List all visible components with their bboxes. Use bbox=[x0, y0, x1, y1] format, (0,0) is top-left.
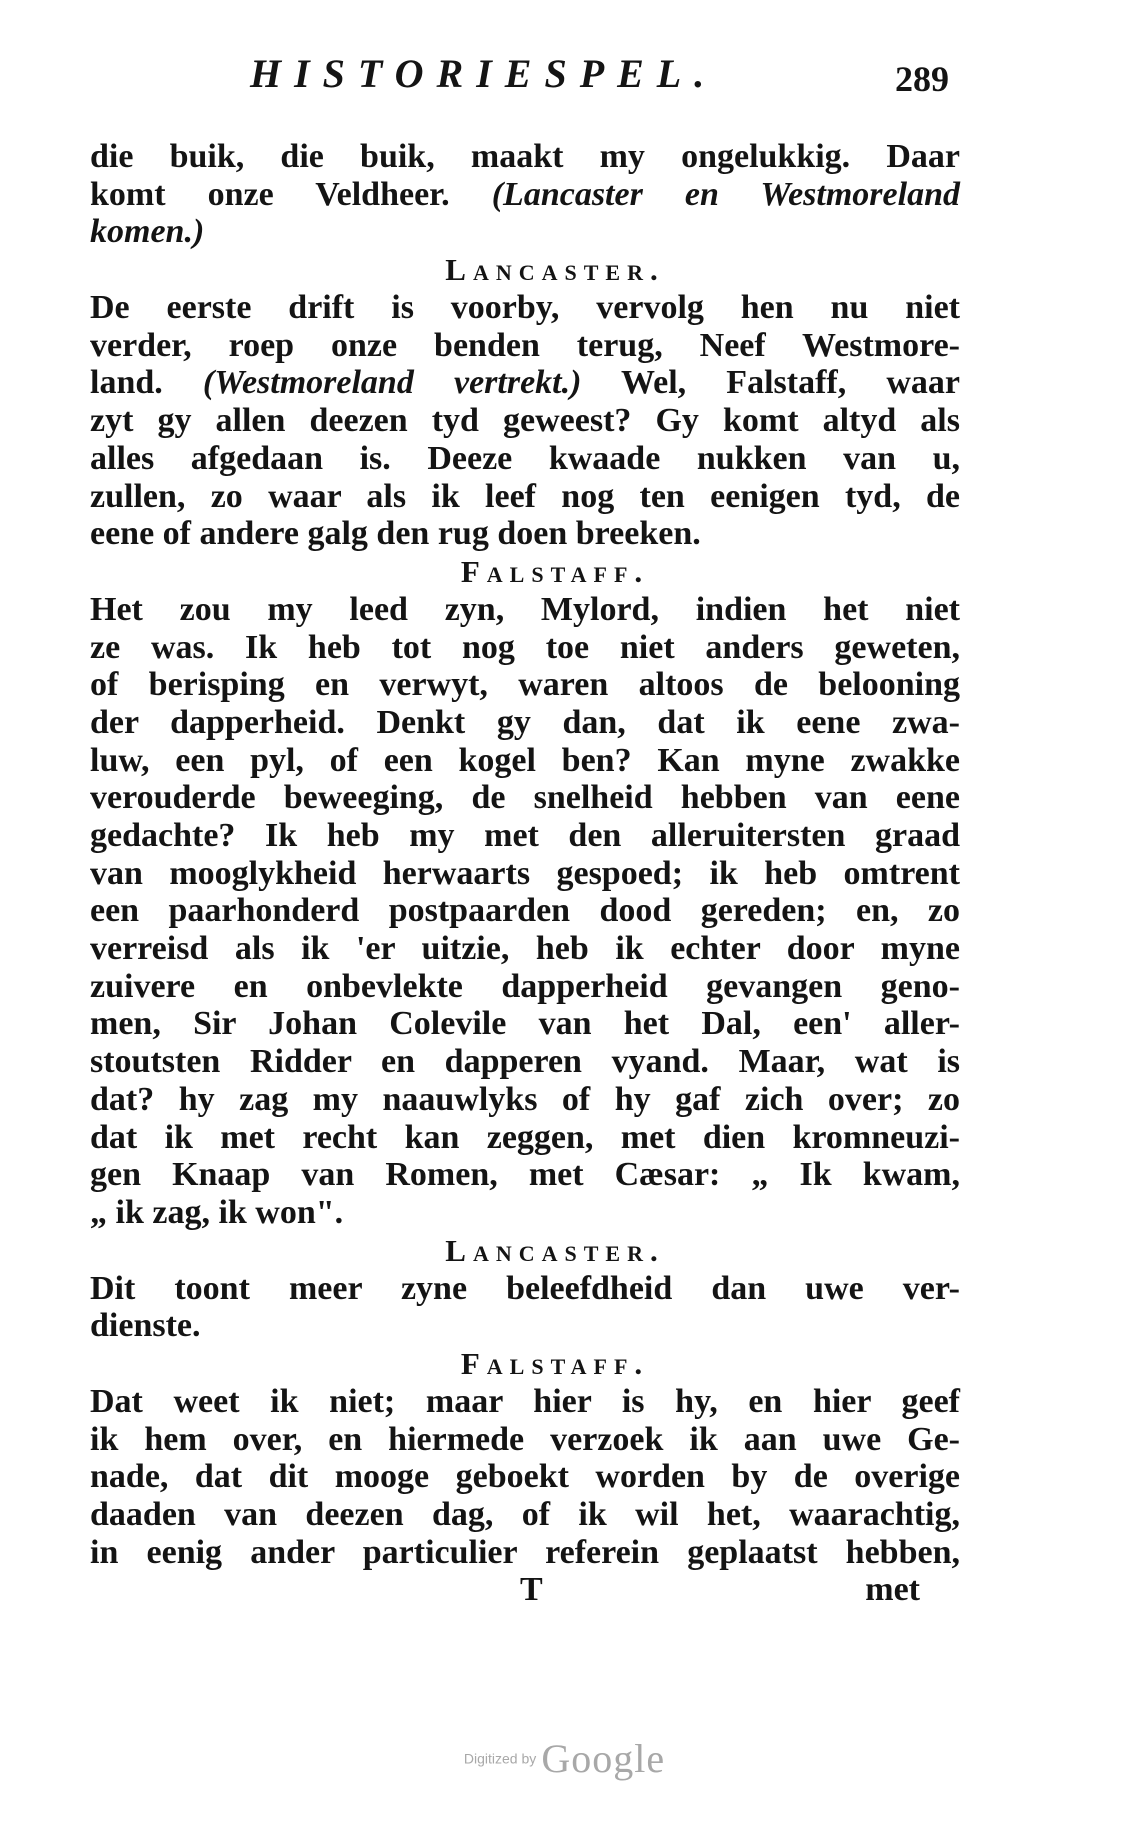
text-line: der dapperheid. Denkt gy dan, dat ik eene zwa- bbox=[90, 703, 960, 741]
text-line bbox=[90, 176, 960, 214]
text-line: alles afgedaan is. Deeze kwaade nukken van u, bbox=[90, 439, 960, 477]
text-line: luw, een pyl, of een kogel ben? Kan myne zwakke bbox=[90, 741, 960, 779]
text-line: Dit toont meer zyne beleefdheid dan uwe ver- bbox=[90, 1269, 960, 1307]
text-line: men, Sir Johan Colevile van het Dal, een' aller- bbox=[90, 1005, 960, 1043]
digitization-watermark bbox=[0, 1735, 1129, 1782]
body-text bbox=[90, 138, 960, 1611]
page-number: 289 bbox=[895, 59, 949, 99]
text-line: Het zou my leed zyn, Mylord, indien het niet bbox=[90, 590, 960, 628]
text-line: nade, dat dit mooge geboekt worden by de overige bbox=[90, 1458, 960, 1496]
line-segment: Wel, Falstaff, waar bbox=[581, 364, 961, 402]
page-foot bbox=[90, 1571, 960, 1611]
catchword: met bbox=[865, 1571, 920, 1609]
text-line: of berisping en verwyt, waren altoos de belooning bbox=[90, 666, 960, 704]
running-title: HISTORIESPEL. bbox=[250, 51, 718, 96]
text-line: dat? hy zag my naauwlyks of hy gaf zich over; zo bbox=[90, 1080, 960, 1118]
text-line: Dat weet ik niet; maar hier is hy, en hier geef bbox=[90, 1382, 960, 1420]
text-line: een paarhonderd postpaarden dood gereden; en, zo bbox=[90, 892, 960, 930]
digitized-label: Digitized by bbox=[463, 1750, 537, 1767]
text-line: zyt gy allen deezen tyd geweest? Gy komt altyd als bbox=[90, 402, 960, 440]
text-line: die buik, die buik, maakt my ongelukkig. Daar bbox=[90, 138, 960, 175]
text-line: De eerste drift is voorby, vervolg hen nu niet bbox=[90, 289, 960, 327]
speaker-heading: Falstaff. bbox=[460, 553, 650, 589]
stage-direction: (Lancaster en Westmoreland bbox=[491, 175, 960, 213]
text-line: van mooglykheid herwaarts gespoed; ik heb omtrent bbox=[90, 854, 960, 892]
speaker-heading: Lancaster. bbox=[445, 1232, 665, 1268]
text-line: verouderde beweeging, de snelheid hebben van eene bbox=[90, 779, 960, 817]
text-line: dat ik met recht kan zeggen, met dien kromneuzi- bbox=[90, 1118, 960, 1156]
text-line: verreisd als ik 'er uitzie, heb ik echter door myne bbox=[90, 930, 960, 968]
text-line: daaden van deezen dag, of ik wil het, waarachtig, bbox=[90, 1496, 960, 1533]
text-line: in eenig ander particulier referein geplaatst hebben, bbox=[90, 1533, 960, 1571]
text-line: dienste. bbox=[90, 1307, 201, 1345]
stage-direction: (Westmoreland vertrekt.) bbox=[202, 364, 582, 402]
page-header bbox=[0, 44, 1129, 104]
text-line: verder, roep onze benden terug, Neef Westmore- bbox=[90, 326, 960, 364]
line-segment: land. bbox=[90, 364, 203, 402]
text-line: stoutsten Ridder en dapperen vyand. Maar, wat is bbox=[90, 1043, 960, 1081]
text-line: ze was. Ik heb tot nog toe niet anders geweten, bbox=[90, 628, 960, 666]
signature-mark: T bbox=[520, 1571, 543, 1609]
text-line: eene of andere galg den rug doen breeken. bbox=[90, 515, 701, 553]
text-line: gedachte? Ik heb my met den alleruitersten graad bbox=[90, 817, 960, 854]
google-logo: Google bbox=[541, 1736, 666, 1781]
text-line: ik hem over, en hiermede verzoek ik aan uwe Ge- bbox=[90, 1420, 960, 1458]
text-line: gen Knaap van Romen, met Cæsar: „ Ik kwam, bbox=[90, 1156, 960, 1194]
speaker-heading: Lancaster. bbox=[445, 252, 665, 288]
stage-direction: komen.) bbox=[90, 213, 205, 251]
text-line: zuivere en onbevlekte dapperheid gevangen geno- bbox=[90, 967, 960, 1005]
text-line: zullen, zo waar als ik leef nog ten eenigen tyd, de bbox=[90, 477, 960, 515]
text-line: „ ik zag, ik won". bbox=[90, 1193, 344, 1231]
speaker-heading: Falstaff. bbox=[460, 1345, 650, 1381]
line-segment: komt onze Veldheer. bbox=[90, 175, 492, 213]
text-line bbox=[90, 364, 960, 402]
